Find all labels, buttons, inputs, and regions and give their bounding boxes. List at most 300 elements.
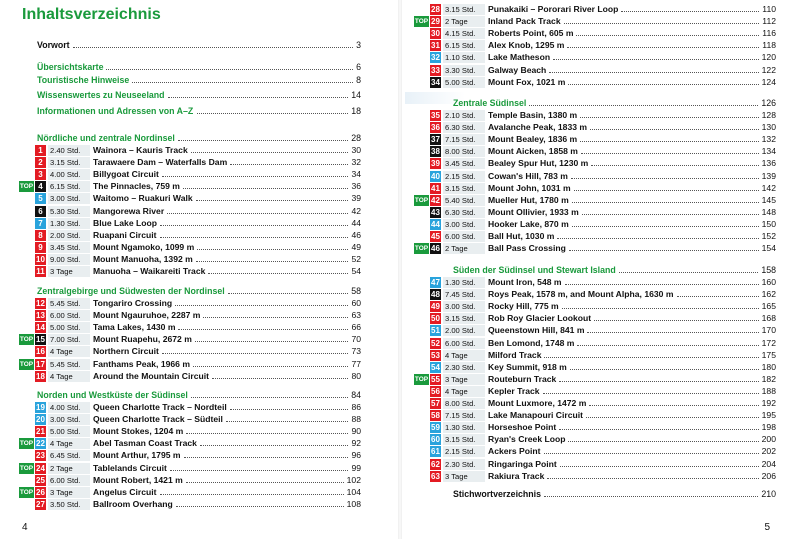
- leader-dots: [106, 69, 353, 70]
- tour-name: Ringaringa Point: [488, 458, 557, 469]
- tour-number: 15: [36, 335, 45, 345]
- tour-number: 9: [35, 242, 46, 253]
- tour-page: 134: [761, 146, 776, 157]
- tour-duration: 3 Tage: [443, 471, 485, 482]
- leader-dots: [168, 97, 349, 98]
- tour-row[interactable]: [19, 254, 361, 265]
- section-heading[interactable]: [453, 98, 776, 109]
- tour-page: 180: [761, 361, 776, 372]
- tour-duration: 6.30 Std.: [443, 122, 485, 133]
- tour-number: 11: [36, 267, 45, 276]
- tour-number: 53: [431, 350, 440, 360]
- tour-row[interactable]: [19, 334, 361, 345]
- leader-dots: [193, 366, 348, 367]
- tour-page: 192: [761, 398, 776, 408]
- leader-dots: [186, 482, 344, 483]
- leader-dots: [577, 345, 758, 346]
- tour-row[interactable]: [19, 230, 361, 241]
- tour-row[interactable]: [414, 158, 776, 169]
- tour-number: 50: [431, 314, 440, 324]
- leader-dots: [196, 200, 349, 201]
- tour-row[interactable]: [414, 195, 776, 206]
- leader-dots: [212, 378, 348, 379]
- tour-row[interactable]: [19, 169, 361, 180]
- tour-row[interactable]: [414, 16, 776, 27]
- tour-number: 57: [431, 399, 440, 408]
- leader-dots: [200, 445, 348, 446]
- tour-row[interactable]: [414, 28, 776, 39]
- tour-page: 73: [351, 346, 361, 357]
- front-matter-item[interactable]: [37, 40, 361, 51]
- tour-row[interactable]: [19, 266, 361, 277]
- leader-dots: [544, 496, 758, 497]
- tour-name: Ben Lomond, 1748 m: [488, 337, 575, 348]
- tour-page: 148: [761, 206, 776, 217]
- tour-page: 104: [346, 486, 361, 497]
- tour-row[interactable]: [19, 157, 361, 168]
- tour-row[interactable]: [414, 434, 776, 445]
- tour-row[interactable]: [414, 207, 776, 218]
- tour-row[interactable]: [414, 77, 776, 88]
- tour-name: Mangorewa River: [93, 205, 165, 216]
- section-page: 8: [356, 75, 361, 85]
- tour-duration: 3.00 Std.: [443, 301, 485, 312]
- tour-name: Lake Matheson: [488, 52, 551, 63]
- tour-row[interactable]: [19, 463, 361, 474]
- tour-number: 39: [431, 159, 440, 169]
- top-badge: TOP: [19, 488, 34, 496]
- tour-name: Ball Pass Crossing: [488, 243, 566, 254]
- tour-row[interactable]: [414, 219, 776, 230]
- tour-number: 21: [36, 427, 45, 437]
- tour-name: Milford Track: [488, 349, 542, 360]
- tour-number: 5: [35, 193, 46, 204]
- tour-page: 200: [761, 434, 776, 445]
- tour-page: 39: [351, 193, 361, 204]
- tour-row[interactable]: [19, 359, 361, 370]
- top-badge: TOP: [414, 245, 429, 253]
- tour-row[interactable]: [414, 183, 776, 194]
- tour-duration: 2.00 Std.: [48, 230, 90, 241]
- leader-dots: [572, 226, 759, 227]
- tour-number: 44: [431, 219, 440, 229]
- leader-dots: [557, 238, 758, 239]
- leader-dots: [160, 494, 344, 495]
- section-page: 126: [761, 98, 776, 108]
- tour-name: Temple Basin, 1380 m: [488, 110, 578, 120]
- section-page: 158: [761, 265, 776, 275]
- tour-duration: 2.00 Std.: [443, 325, 485, 336]
- section-heading[interactable]: [37, 286, 361, 297]
- tour-name: Inland Pack Track: [488, 16, 561, 27]
- tour-name: Key Summit, 918 m: [488, 361, 567, 372]
- leader-dots: [572, 202, 759, 203]
- tour-row[interactable]: [19, 298, 361, 309]
- tour-row[interactable]: [414, 146, 776, 157]
- tour-number: 28: [431, 5, 440, 14]
- tour-row[interactable]: [19, 371, 361, 382]
- tour-row[interactable]: [414, 386, 776, 397]
- front-matter-item[interactable]: [37, 106, 361, 117]
- tour-row[interactable]: [19, 487, 361, 498]
- section-page: 210: [761, 489, 776, 499]
- tour-page: 170: [761, 325, 776, 336]
- leader-dots: [589, 405, 758, 406]
- tour-page: 42: [351, 205, 361, 216]
- tour-duration: 7.00 Std.: [48, 334, 90, 345]
- tour-page: 154: [761, 243, 776, 254]
- tour-row[interactable]: [414, 110, 776, 121]
- tour-row[interactable]: [19, 322, 361, 333]
- tour-row[interactable]: [414, 65, 776, 76]
- tour-page: 70: [351, 334, 361, 345]
- tour-page: 130: [761, 122, 776, 133]
- tour-duration: 5.45 Std.: [48, 359, 90, 370]
- tour-name: Rocky Hill, 775 m: [488, 301, 559, 312]
- tour-duration: 7.15 Std.: [443, 410, 485, 421]
- tour-page: 168: [761, 313, 776, 324]
- leader-dots: [226, 421, 349, 422]
- tour-number: 19: [36, 403, 45, 412]
- tour-duration: 2.10 Std.: [443, 110, 485, 121]
- tour-name: Roberts Point, 605 m: [488, 28, 574, 39]
- tour-name: Blue Lake Loop: [93, 217, 157, 228]
- tour-duration: 3.50 Std.: [48, 499, 90, 510]
- tour-duration: 3.15 Std.: [443, 434, 485, 445]
- tour-name: Ryan's Creek Loop: [488, 434, 566, 445]
- tour-name: Alex Knob, 1295 m: [488, 40, 565, 51]
- tour-row[interactable]: [414, 171, 776, 182]
- tour-row[interactable]: [414, 301, 776, 312]
- section-page: 3: [356, 40, 361, 50]
- tour-row[interactable]: [19, 402, 361, 413]
- tour-page: 202: [761, 446, 776, 457]
- tour-duration: 3 Tage: [48, 266, 90, 277]
- tour-row[interactable]: [414, 471, 776, 482]
- tour-row[interactable]: [414, 40, 776, 51]
- tour-page: 204: [761, 458, 776, 469]
- tour-page: 160: [761, 277, 776, 287]
- tour-duration: 3.45 Std.: [48, 242, 90, 253]
- tour-page: 188: [761, 385, 776, 396]
- leader-dots: [586, 417, 759, 418]
- tour-page: 172: [761, 337, 776, 348]
- tour-number: 3: [35, 169, 46, 180]
- tour-row[interactable]: [414, 350, 776, 361]
- tour-row[interactable]: [19, 145, 361, 156]
- tour-name: Abel Tasman Coast Track: [93, 438, 197, 449]
- leader-dots: [230, 409, 349, 410]
- tour-name: The Pinnacles, 759 m: [93, 181, 180, 192]
- tour-duration: 7.45 Std.: [443, 289, 485, 300]
- tour-page: 124: [761, 76, 776, 87]
- tour-duration: 2.15 Std.: [443, 446, 485, 457]
- tour-name: Mount Aicken, 1858 m: [488, 146, 578, 157]
- tour-row[interactable]: [19, 450, 361, 461]
- section-title: Übersichtskarte: [37, 62, 104, 72]
- leader-dots: [580, 117, 759, 118]
- tour-row[interactable]: [19, 206, 361, 217]
- tour-duration: 5.00 Std.: [443, 77, 485, 88]
- leader-dots: [553, 59, 759, 60]
- tour-number: 51: [431, 326, 440, 336]
- tour-duration: 6.15 Std.: [443, 40, 485, 51]
- leader-dots: [582, 214, 759, 215]
- tour-row[interactable]: [414, 398, 776, 409]
- tour-page: 86: [351, 402, 361, 412]
- tour-number: 26: [36, 487, 45, 497]
- tour-page: 195: [761, 410, 776, 421]
- tour-number: 45: [431, 232, 440, 241]
- tour-row[interactable]: [414, 325, 776, 336]
- leader-dots: [195, 341, 349, 342]
- tour-number: 35: [431, 111, 440, 120]
- tour-page: 162: [761, 289, 776, 300]
- tour-row[interactable]: [414, 374, 776, 385]
- tour-duration: 4 Tage: [48, 371, 90, 382]
- tour-name: Queen Charlotte Track – Nordteil: [93, 402, 227, 412]
- tour-duration: 5.40 Std.: [443, 195, 485, 206]
- tour-page: 32: [351, 157, 361, 168]
- tour-number: 10: [36, 254, 45, 264]
- leader-dots: [677, 296, 759, 297]
- tour-duration: 3.15 Std.: [48, 157, 90, 168]
- leader-dots: [230, 164, 348, 165]
- tour-duration: 2 Tage: [443, 243, 485, 254]
- tour-row[interactable]: [19, 499, 361, 510]
- tour-duration: 2.15 Std.: [443, 171, 485, 182]
- leader-dots: [570, 369, 759, 370]
- tour-row[interactable]: [19, 310, 361, 321]
- tour-duration: 3.15 Std.: [443, 4, 485, 15]
- tour-row[interactable]: [414, 410, 776, 421]
- tour-page: 52: [351, 253, 361, 264]
- front-matter-item[interactable]: [37, 75, 361, 86]
- tour-duration: 3.30 Std.: [443, 65, 485, 76]
- tour-row[interactable]: [414, 289, 776, 300]
- section-title: Touristische Hinweise: [37, 75, 130, 85]
- tour-number: 7: [35, 218, 46, 229]
- tour-number: 2: [35, 157, 46, 168]
- tour-duration: 2.30 Std.: [443, 459, 485, 470]
- tour-name: Queen Charlotte Track – Südteil: [93, 414, 223, 425]
- leader-dots: [591, 165, 758, 166]
- tour-name: Wainora – Kauris Track: [93, 145, 188, 155]
- top-badge: TOP: [414, 196, 429, 204]
- tour-number: 6: [35, 206, 46, 217]
- tour-row[interactable]: [414, 422, 776, 433]
- tour-row[interactable]: [414, 313, 776, 324]
- leader-dots: [565, 284, 759, 285]
- tour-number: 48: [431, 290, 440, 300]
- tour-page: 96: [351, 450, 361, 461]
- tour-page: 36: [351, 181, 361, 192]
- top-badge: TOP: [414, 375, 429, 383]
- tour-row[interactable]: [414, 446, 776, 457]
- tour-name: Tongariro Crossing: [93, 298, 173, 308]
- section-title: Vorwort: [37, 40, 70, 50]
- tour-row[interactable]: [19, 218, 361, 229]
- tour-page: 88: [351, 414, 361, 425]
- tour-name: Kepler Track: [488, 385, 540, 396]
- leader-dots: [203, 317, 348, 318]
- index-entry[interactable]: [453, 489, 776, 500]
- tour-name: Routeburn Track: [488, 373, 557, 384]
- tour-number: 34: [431, 77, 440, 87]
- tour-page: 99: [351, 462, 361, 473]
- section-title: Norden und Westküste der Südinsel: [37, 390, 188, 400]
- tour-number: 56: [431, 386, 440, 396]
- tour-number: 22: [36, 439, 45, 449]
- tour-row[interactable]: [414, 122, 776, 133]
- tour-duration: 3.15 Std.: [443, 313, 485, 324]
- tour-name: Tarawaere Dam – Waterfalls Dam: [93, 157, 228, 168]
- tour-duration: 2 Tage: [48, 463, 90, 474]
- tour-page: 44: [351, 217, 361, 228]
- tour-name: Fanthams Peak, 1966 m: [93, 358, 190, 369]
- tour-row[interactable]: [414, 4, 776, 15]
- tour-row[interactable]: [414, 231, 776, 242]
- tour-row[interactable]: [414, 338, 776, 349]
- tour-duration: 2 Tage: [443, 16, 485, 27]
- tour-duration: 5.45 Std.: [48, 298, 90, 309]
- tour-duration: 4 Tage: [443, 386, 485, 397]
- tour-name: Mount Robert, 1421 m: [93, 474, 183, 485]
- tour-number: 1: [35, 145, 46, 156]
- top-badge: TOP: [19, 440, 34, 448]
- tour-duration: 1.30 Std.: [443, 277, 485, 288]
- tour-name: Rakiura Track: [488, 470, 545, 481]
- leader-dots: [559, 381, 758, 382]
- tour-duration: 6.00 Std.: [48, 310, 90, 321]
- top-badge: TOP: [19, 336, 34, 344]
- tour-row[interactable]: [414, 362, 776, 373]
- tour-name: Tama Lakes, 1430 m: [93, 322, 176, 333]
- tour-duration: 6.30 Std.: [443, 207, 485, 218]
- tour-duration: 2.40 Std.: [48, 145, 90, 156]
- tour-page: 128: [761, 110, 776, 120]
- tour-number: 59: [431, 423, 440, 433]
- tour-page: 30: [351, 145, 361, 155]
- tour-page: 34: [351, 169, 361, 180]
- tour-duration: 5.00 Std.: [48, 426, 90, 437]
- tour-number: 52: [431, 338, 440, 348]
- tour-page: 92: [351, 438, 361, 449]
- tour-row[interactable]: [19, 426, 361, 437]
- section-title: Zentralgebirge und Südwesten der Nordinsel: [37, 286, 225, 296]
- tour-row[interactable]: [19, 193, 361, 204]
- leader-dots: [178, 329, 348, 330]
- leader-dots: [544, 357, 758, 358]
- tour-row[interactable]: [414, 277, 776, 288]
- tour-row[interactable]: [414, 243, 776, 254]
- tour-row[interactable]: [414, 134, 776, 145]
- leader-dots: [73, 47, 354, 48]
- tour-number: 37: [431, 135, 440, 145]
- tour-page: 112: [762, 16, 776, 27]
- tour-name: Mount Manuoha, 1392 m: [93, 253, 193, 264]
- tour-name: Mount Ngauruhoe, 2287 m: [93, 310, 201, 321]
- tour-row[interactable]: [19, 181, 361, 192]
- tour-duration: 4 Tage: [48, 438, 90, 449]
- section-heading[interactable]: [37, 133, 361, 144]
- tour-number: 30: [431, 29, 440, 39]
- tour-duration: 1.10 Std.: [443, 52, 485, 63]
- tour-name: Queenstown Hill, 841 m: [488, 325, 585, 336]
- tour-page: 108: [346, 498, 361, 509]
- tour-number: 16: [36, 347, 45, 357]
- tour-name: Mount Iron, 548 m: [488, 277, 562, 287]
- tour-row[interactable]: [414, 459, 776, 470]
- tour-name: Ackers Point: [488, 446, 541, 457]
- tour-duration: 3.00 Std.: [48, 193, 90, 204]
- leader-dots: [568, 441, 758, 442]
- tour-page: 46: [351, 229, 361, 240]
- tour-row[interactable]: [19, 438, 361, 449]
- tour-name: Mount Ngamoko, 1099 m: [93, 241, 195, 252]
- section-title: Süden der Südinsel und Stewart Island: [453, 265, 616, 275]
- leader-dots: [197, 113, 348, 114]
- leader-dots: [567, 47, 759, 48]
- tour-name: Mount John, 1031 m: [488, 182, 571, 193]
- tour-row[interactable]: [19, 346, 361, 357]
- tour-row[interactable]: [19, 475, 361, 486]
- tour-row[interactable]: [414, 52, 776, 63]
- top-badge: TOP: [414, 18, 429, 26]
- tour-duration: 2.30 Std.: [443, 362, 485, 373]
- tour-duration: 5.00 Std.: [48, 322, 90, 333]
- tour-number: 14: [36, 323, 45, 333]
- right-page: [400, 0, 800, 539]
- leader-dots: [619, 272, 759, 273]
- tour-page: 66: [351, 322, 361, 333]
- tour-number: 60: [431, 435, 440, 445]
- leader-dots: [175, 305, 348, 306]
- tour-duration: 4 Tage: [443, 350, 485, 361]
- front-matter-item[interactable]: [37, 90, 361, 101]
- leader-dots: [167, 213, 348, 214]
- section-heading[interactable]: [453, 265, 776, 276]
- tour-duration: 6.45 Std.: [48, 450, 90, 461]
- tour-page: 63: [351, 310, 361, 321]
- tour-row[interactable]: [19, 414, 361, 425]
- tour-page: 136: [761, 158, 776, 169]
- page-title: Inhaltsverzeichnis: [22, 6, 161, 23]
- tour-number: 61: [431, 447, 440, 457]
- tour-duration: 3.45 Std.: [443, 158, 485, 169]
- tour-number: 41: [431, 183, 440, 193]
- leader-dots: [547, 478, 758, 479]
- leader-dots: [580, 141, 759, 142]
- tour-row[interactable]: [19, 242, 361, 253]
- tour-name: Cowan's Hill, 783 m: [488, 170, 568, 181]
- tour-name: Hooker Lake, 870 m: [488, 218, 569, 229]
- leader-dots: [176, 506, 344, 507]
- tour-page: 152: [761, 231, 776, 241]
- tour-page: 120: [761, 52, 776, 63]
- section-page: 18: [351, 106, 361, 116]
- front-matter-item[interactable]: [37, 62, 361, 73]
- tour-duration: 6.00 Std.: [443, 231, 485, 242]
- section-heading[interactable]: [37, 390, 361, 401]
- tour-name: Mount Fox, 1021 m: [488, 76, 566, 87]
- tour-name: Billygoat Circuit: [93, 169, 159, 180]
- section-title: Wissenswertes zu Neuseeland: [37, 90, 165, 100]
- tour-page: 116: [762, 28, 776, 39]
- leader-dots: [183, 188, 349, 189]
- section-title: Informationen und Adressen von A–Z: [37, 106, 194, 116]
- tour-name: Around the Mountain Circuit: [93, 370, 210, 381]
